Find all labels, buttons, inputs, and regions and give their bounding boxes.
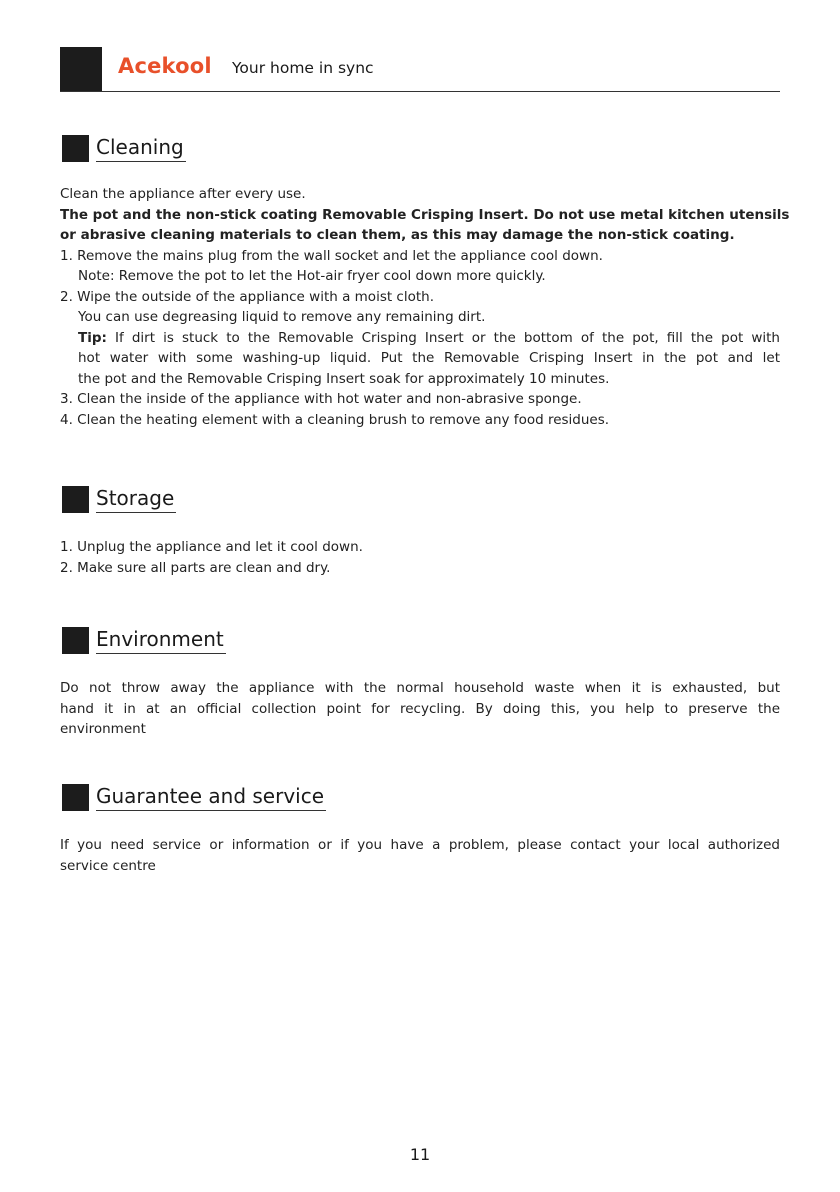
cleaning-tip-line2: hot water with some washing-up liquid. Put the Removable Crisping Insert in the pot and let xyxy=(78,350,780,366)
environment-line3: environment xyxy=(60,721,146,737)
guarantee-line1: If you need service or information or if you have a problem, please contact your local authorized xyxy=(60,837,780,853)
section-marker xyxy=(62,784,89,811)
section-heading-guarantee xyxy=(62,783,326,811)
cleaning-step-2: 2. Wipe the outside of the appliance with a moist cloth. xyxy=(60,288,435,305)
tip-text-1: If dirt is stuck to the Removable Crisping Insert or the bottom of the pot, fill the pot with xyxy=(106,329,780,346)
guarantee-line2: service centre xyxy=(60,857,156,874)
environment-body xyxy=(60,678,780,740)
guarantee-body xyxy=(60,835,780,876)
tip-label: Tip: xyxy=(78,329,107,346)
section-heading-environment xyxy=(62,626,226,654)
section-title: Guarantee and service xyxy=(96,783,326,811)
cleaning-intro: Clean the appliance after every use. xyxy=(60,186,306,202)
cleaning-body xyxy=(60,184,790,430)
storage-step-1: 1. Unplug the appliance and let it cool down. xyxy=(60,539,363,555)
brand-tagline: Your home in sync xyxy=(232,59,374,77)
section-title: Storage xyxy=(96,485,176,513)
page-number: 11 xyxy=(409,1145,431,1164)
storage-body xyxy=(60,537,780,578)
header-divider xyxy=(60,91,780,92)
cleaning-step-1: 1. Remove the mains plug from the wall socket and let the appliance cool down. xyxy=(60,247,603,264)
storage-step-2: 2. Make sure all parts are clean and dry. xyxy=(60,559,331,576)
environment-line1: Do not throw away the appliance with the normal household waste when it is exhausted, but xyxy=(60,680,780,696)
cleaning-tip-line3: the pot and the Removable Crisping Insert soak for approximately 10 minutes. xyxy=(78,370,610,387)
cleaning-tip-line1 xyxy=(60,328,780,349)
section-title: Environment xyxy=(96,626,226,654)
section-marker xyxy=(62,486,89,513)
cleaning-warning-line2: or abrasive cleaning materials to clean them, as this may damage the non-stick coating. xyxy=(60,227,735,243)
cleaning-step-2-sub: You can use degreasing liquid to remove any remaining dirt. xyxy=(78,309,486,325)
cleaning-warning-line1: The pot and the non-stick coating Removable Crisping Insert. Do not use metal kitchen utensils xyxy=(60,206,790,223)
section-marker xyxy=(62,135,89,162)
header-block xyxy=(60,47,102,91)
cleaning-step-1-note: Note: Remove the pot to let the Hot-air fryer cool down more quickly. xyxy=(78,268,546,284)
section-heading-cleaning xyxy=(62,134,186,162)
cleaning-step-3: 3. Clean the inside of the appliance with hot water and non-abrasive sponge. xyxy=(60,391,582,407)
brand-logo: Acekool xyxy=(118,54,212,78)
section-heading-storage xyxy=(62,485,176,513)
cleaning-step-4: 4. Clean the heating element with a cleaning brush to remove any food residues. xyxy=(60,411,610,428)
section-title: Cleaning xyxy=(96,134,186,162)
environment-line2: hand it in at an official collection point for recycling. By doing this, you help to preserve the xyxy=(60,700,780,717)
section-marker xyxy=(62,627,89,654)
